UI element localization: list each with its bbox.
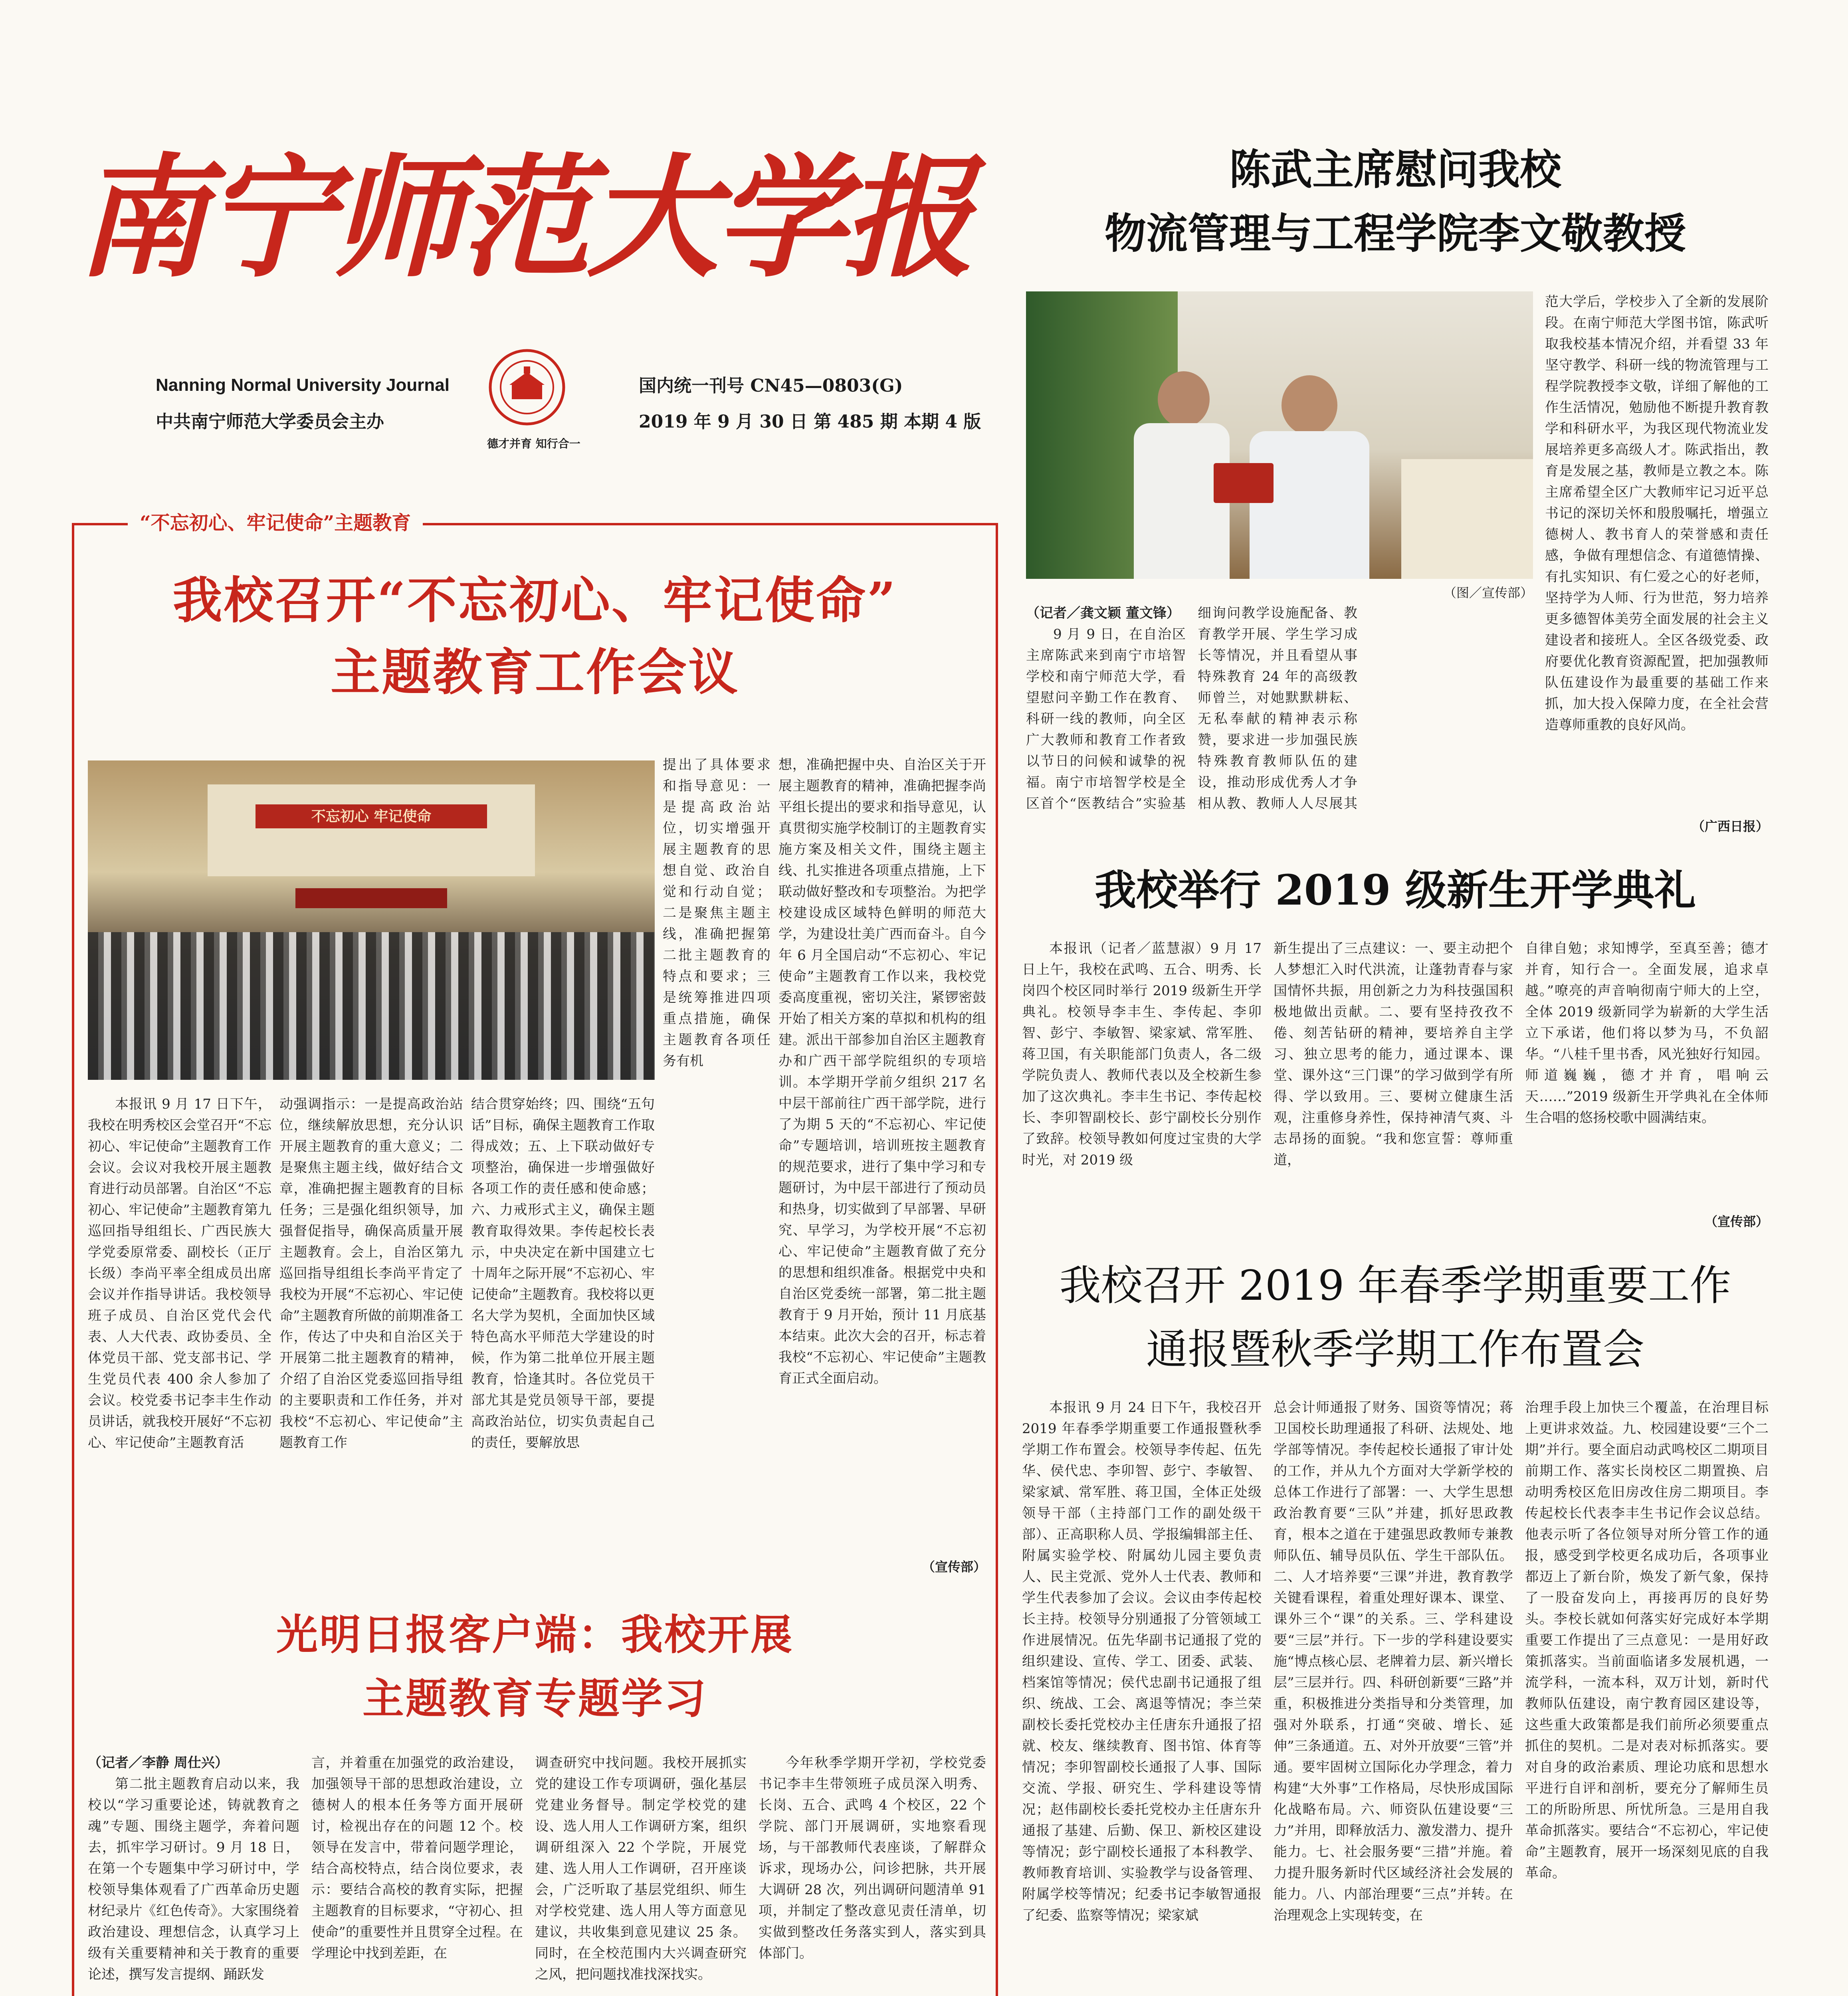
top-story-text-2: 细询问教学设施配备、教育教学开展、学生学习成长等情况，并且看望从事特殊教育 24 年的高级教师曾兰，对她默默耕耘、无私奉献的精神表示称赞，要求进一步加强民族特殊教育教师队伍的建设，推动形成优秀人才争相从教、教师人人尽展其 [1198,605,1357,812]
gmrb-text-2: 言，并着重在加强党的政治建设，加强领导干部的思想政治建设，立德树人的根本任务等方面开展研讨，检视出存在的问题 12 个。校领导在发言中，带着问题学理论，结合高校特点，结合岗位要求，表示：要结合高校的教育实际，把握主题教育的目标要求，“守初心、担使命”的重要性并且贯穿全过程。在学理论中找到差距，在 [311,1755,523,1961]
work-title-1: 我校召开 2019 年春季学期重要工作 [1059,1261,1731,1310]
opening-col-1 [1022,938,1262,1226]
meeting-photo-banner: 不忘初心 牢记使命 [256,804,487,828]
opening-title: 我校举行 2019 级新生开学典礼 [1095,865,1696,915]
gmrb-text-3: 调查研究中找问题。我校开展抓实党的建设工作专项调研，强化基层党建业务督导。制定学校党的建设、选人用人工作调研方案，组织调研组深入 22 个学院，开展党建、选人用人工作调研，召开座谈会，广泛听取了基层党组织、师生对学校党建、选人用人等方面意见建议，共收集到意见建议 25 条。同时，在全校范围内大兴调查研究之风，把问题找准找深找实。 [535,1755,747,1982]
meeting-col-4 [778,754,986,1553]
meeting-text-side: 提出了具体要求和指导意见：一是提高政治站位，切实增强开展主题教育的思想自觉、政治自觉和行动自觉；二是聚焦主题主线，准确把握第二批主题教育的特点和要求；三是统筹推进四项重点措施，确保主题教育各项任务有机 [663,757,770,1069]
work-title-2: 通报暨秋季学期工作布置会 [1146,1325,1644,1374]
work-text-3: 治理手段上加快三个覆盖，在治理目标上更讲求效益。九、校园建设要“三个二期”并行。要全面启动武鸣校区二期项目前期工作、落实长岗校区二期置换、启动明秀校区危旧房改住房二期项目。李传起校长代表李丰生书记作会议总结。他表示听了各位领导对所分管工作的通报，感受到学校更名成功后，各项事业都迈上了新台阶，焕发了新气象，保持了一股奋发向上，再接再厉的良好势头。李校长就如何落实好完成好本学期重要工作提出了三点意见：一是用好政策抓落实。当前面临诸多发展机遇，一流学科，一流本科，双万计划，新时代教师队伍建设，南宁教育园区建设等，这些重大政策都是我们前所必须要重点抓住的契机。二是对表对标抓落实。要对自身的政治素质、理论功底和思想水平进行自评和剖析，要充分了解师生员工的所盼所思、所忧所急。三是用自我革命抓落实。要结合“不忘初心，牢记使命”主题教育，展开一场深刻见底的自我革命。 [1525,1400,1769,1881]
meeting-col-2 [279,1094,463,1577]
top-story-text-3: 范大学后，学校步入了全新的发展阶段。在南宁师范大学图书馆，陈武听取我校基本情况介绍，并看望 33 年坚守教学、科研一线的物流管理与工程学院教授李文敬，详细了解他的工作生活情况，勉励他不断提升教育教学和科研水平，为我区现代物流业发展培养更多高级人才。陈武指出，教育是发展之基，教师是立教之本。陈主席希望全区广大教师牢记习近平总书记的深切关怀和殷殷嘱托，增强立德树人、教书育人的荣誉感和责任感，争做有理想信念、有道德情操、有扎实知识、有仁爱之心的好老师，坚持学为人师、行为世范，努力培养更多德智体美劳全面发展的社会主义建设者和接班人。全区各级党委、政府要优化教育资源配置，把加强教师队伍建设作为最重要的基础工作来抓，加大投入保障力度，在全社会营造尊师重教的良好风尚。 [1545,294,1769,733]
gmrb-title-2: 主题教育专题学习 [362,1674,707,1723]
meeting-title-2: 主题教育工作会议 [330,644,739,701]
meeting-text-2: 动强调指示：一是提高政治站位，继续解放思想，充分认识开展主题教育的重大意义；二是聚焦主题主线，做好结合文章，准确把握主题教育的目标任务；三是强化组织领导，加强督促指导，确保高质量开展主题教育。会上，自治区第九巡回指导组组长李尚平肯定了我校为开展“不忘初心、牢记使命”主题教育所做的前期准备工作，传达了中央和自治区关于开展第二批主题教育的精神，介绍了自治区党委巡回指导组的主要职责和工作任务，并对我校“不忘初心、牢记使命”主题教育工作 [279,1096,463,1451]
gmrb-col-2 [311,1752,523,1996]
top-story-text-1: 9 月 9 日，在自治区主席陈武来到南宁市培智学校和南宁师范大学，看望慰问辛勤工作在教育、科研一线的教师，向全区广大教师和教育工作者致以节日的问候和诚挚的祝福。南宁市培智学校是全区首个“医教结合”实验基 [1026,626,1186,812]
gmrb-text-4: 今年秋季学期开学初，学校党委书记李丰生带领班子成员深入明秀、长岗、五合、武鸣 4 个校区，22 个学院、部门开展调研，实地察看现场，与干部教师代表座谈，了解群众诉求，现场办公，问诊把脉，共开展大调研 28 次，列出调研问题清单 91 项，并制定了整改意见责任清单，切实做到整改任务落实到人，落实到具体部门。 [759,1755,986,1961]
opening-source: （宣传部） [1704,1214,1769,1229]
top-story-col-1 [1026,603,1186,814]
section-label: “不忘初心、牢记使命”主题教育 [128,511,423,535]
meeting-title-1: 我校召开“不忘初心、牢记使命” [172,572,897,630]
opening-col-3 [1525,938,1769,1210]
university-seal [487,347,567,427]
masthead-issn: 国内统一刊号 CN45—0803(G) [639,376,903,396]
top-story-photo-credit: （图／宣传部） [1443,585,1533,600]
gmrb-byline: （记者／李静 周仕兴） [88,1755,228,1771]
work-text-1: 本报讯 9 月 24 日下午，我校召开 2019 年春季学期重要工作通报暨秋季学期工作布置会。校领导李传起、伍先华、侯代忠、李卯智、彭宁、李敏智、梁家斌、常军胜、蒋卫国，全体正处级领导干部（主持部门工作的副处级干部）、正高职称人员、学报编辑部主任、附属实验学校、附属幼儿园主要负责人、民主党派、党外人士代表、教师和学生代表参加了会议。会议由李传起校长主持。校领导分别通报了分管领域工作进展情况。伍先华副书记通报了党的组织建设、宣传、学工、团委、武装、档案馆等情况；侯代忠副书记通报了组织、统战、工会、离退等情况；李兰荣副校长委托党校办主任唐东升通报了招就、校友、继续教育、图书馆、体育等情况；李卯智副校长通报了人事、国际交流、学报、研究生、学科建设等情况；赵伟副校长委托党校办主任唐东升通报了基建、后勤、保卫、新校区建设等情况；彭宁副校长通报了本科教学、教师教育培训、实验教学与设备管理、附属学校等情况；纪委书记李敏智通报了纪委、监察等情况；梁家斌 [1022,1400,1262,1923]
opening-col-2 [1274,938,1513,1226]
opening-text-2: 新生提出了三点建议：一、要主动把个人梦想汇入时代洪流，让蓬勃青春与家国情怀共振，用创新之力为科技强国积极地做出贡献。二、要有坚持孜孜不倦、刻苦钻研的精神，要培养自主学习、独立思考的能力，通过课本、课堂、课外这“三门课”的学习做到学有所得、学以致用。三、要树立健康生活观，注重修身养性，保持神清气爽、斗志昂扬的面貌。“我和您宣誓：尊师重道， [1274,941,1513,1168]
top-story-title-2: 物流管理与工程学院李文敬教授 [1104,209,1686,258]
top-story-source: （广西日报） [1692,819,1769,834]
gmrb-title-1: 光明日报客户端：我校开展 [276,1610,794,1659]
gmrb-source [759,1994,986,1996]
top-story-byline: （记者／龚文颖 董文锋） [1026,605,1180,621]
masthead-sponsor: 中共南宁师范大学委员会主办 [156,412,384,432]
top-story-col-2 [1198,603,1357,814]
meeting-side-col [663,754,770,1094]
opening-text-1: 本报讯（记者／蓝慧淑）9 月 17 日上午，我校在武鸣、五合、明秀、长岗四个校区同时举行 2019 级新生开学典礼。校领导李丰生、李传起、李卯智、彭宁、李敏智、梁家斌、常军胜、蒋卫国，有关职能部门负责人，各二级学院负责人、教师代表以及全校新生参加了这次典礼。李丰生书记、李传起校长、李卯智副校长、彭宁副校长分别作了致辞。校领导教如何度过宝贵的大学时光，对 2019 级 [1022,941,1262,1168]
meeting-text-3: 结合贯穿始终；四、围绕“五句话”目标，确保主题教育工作取得成效；五、上下联动做好专项整治，确保进一步增强做好各项工作的责任感和使命感；六、力戒形式主义，确保主题教育取得效果。李传起校长表示，中央决定在新中国建立七十周年之际开展“不忘初心、牢记使命”主题教育。我校将以更名大学为契机，全面加快区域特色高水平师范大学建设的时候，作为第二批单位开展主题教育，恰逢其时。各位党员干部尤其是党员领导干部，要提高政治站位，切实负责起自己的责任，要解放思 [471,1096,655,1451]
meeting-col-1 [88,1094,271,1577]
top-story-col-3 [1545,291,1769,814]
gmrb-col-4 [759,1752,986,1992]
meeting-photo [88,760,655,1080]
masthead-english: Nanning Normal University Journal [156,375,450,395]
work-col-3 [1525,1397,1769,1996]
meeting-text-1: 本报讯 9 月 17 日下午，我校在明秀校区会堂召开“不忘初心、牢记使命”主题教育工作会议。会议对我校开展主题教育进行动员部署。自治区“不忘初心、牢记使命”主题教育第九巡回指导组组长、广西民族大学党委原常委、副校长（正厅长级）李尚平率全组成员出席会议并作指导讲话。我校领导班子成员、自治区党代会代表、人大代表、政协委员、全体党员干部、党支部书记、学生党员代表 400 余人参加了会议。校党委书记李丰生作动员讲话，就我校开展好“不忘初心、牢记使命”主题教育活 [88,1096,271,1451]
work-col-1 [1022,1397,1262,1996]
top-story-title-1: 陈武主席慰问我校 [1229,145,1561,194]
meeting-col-3 [471,1094,655,1577]
top-story-photo [1026,291,1533,579]
meeting-source: （宣传部） [922,1559,986,1574]
masthead [76,132,981,491]
masthead-title: 南宁师范大学报 [76,140,970,295]
masthead-date: 2019 年 9 月 30 日 第 485 期 本期 4 版 [639,412,981,432]
masthead-motto: 德才并育 知行合一 [487,437,580,450]
meeting-text-4: 想，准确把握中央、自治区关于开展主题教育的精神，准确把握李尚平组长提出的要求和指导意见，认真贯彻实施学校制订的主题教育实施方案及相关文件，围绕主题主线、扎实推进各项重点措施，上下联动做好整改和专项整治。为把学校建设成区域特色鲜明的师范大学，为建设壮美广西而奋斗。自今年 6 月全国启动“不忘初心、牢记使命”主题教育工作以来，我校党委高度重视，密切关注，紧锣密鼓开始了相关方案的草拟和机构的组建。派出干部参加自治区主题教育办和广西干部学院组织的专项培训。本学期开学前夕组织 217 名中层干部前往广西干部学院，进行了为期 5 天的“不忘初心、牢记使命”专题培训，培训班按主题教育的规范要求，进行了集中学习和专题研讨，为中层干部进行了预动员和热身，切实做到了早部署、早研究、早学习，为学校开展“不忘初心、牢记使命”主题教育做了充分的思想和组织准备。根据党中央和自治区党委统一部署，第二批主题教育于 9 月开始，预计 11 月底基本结束。此次大会的召开，标志着我校“不忘初心、牢记使命”主题教育正式全面启动。 [778,757,986,1386]
work-text-2: 总会计师通报了财务、国资等情况；蒋卫国校长助理通报了科研、法规处、地学部等情况。李传起校长通报了审计处的工作，并从九个方面对大学新学校的总体工作进行了部署：一、大学生思想政治教育要“三队”并建，抓好思政教育，根本之道在于建强思政教师专兼教师队伍、辅导员队伍、学生干部队伍。二、人才培养要“三课”并进，教育教学关键看课程，着重处理好课本、课堂、课外三个“课”的关系。三、学科建设要“三层”并行。下一步的学科建设要实施“博点核心层、老牌着力层、新兴增长层”三层并行。四、科研创新要“三路”并重，积极推进分类指导和分类管理，加强对外联系，打通“突破、增长、延伸”三条通道。五、对外开放要“三管”并通。要牢固树立国际化办学理念，着力构建“大外事”工作格局，尽快形成国际化战略布局。六、师资队伍建设要“三力”并用，即释放活力、激发潜力、提升能力。七、社会服务要“三措”并施。着力提升服务新时代区域经济社会发展的能力。八、内部治理要“三点”并转。在治理观念上实现转变，在 [1274,1400,1513,1923]
gmrb-text-1: 第二批主题教育启动以来，我校以“学习重要论述，铸就教育之魂”专题、围绕主题学，奔着问题去，抓牢学习研讨。9 月 18 日，在第一个专题集中学习研讨中，学校领导集体观看了广西革命历史题材纪录片《红色传奇》。大家围绕着政治建设、理想信念，认真学习上级有关重要精神和关于教育的重要论述，撰写发言提纲、踊跃发 [88,1776,299,1982]
opening-text-3: 自律自勉；求知博学，至真至善；德才并育，知行合一。全面发展，追求卓越。”嘹亮的声音响彻南宁师大的上空，全体 2019 级新同学为崭新的大学生活立下承诺，他们将以梦为马，不负韶华。“八桂千里书香，风光独好行知园。师道巍巍，德才并育，唱响云天……”2019 级新生开学典礼在全体师生合唱的悠扬校歌中圆满结束。 [1525,941,1769,1126]
work-col-2 [1274,1397,1513,1996]
gmrb-col-1 [88,1752,299,1996]
gmrb-col-3 [535,1752,747,1996]
